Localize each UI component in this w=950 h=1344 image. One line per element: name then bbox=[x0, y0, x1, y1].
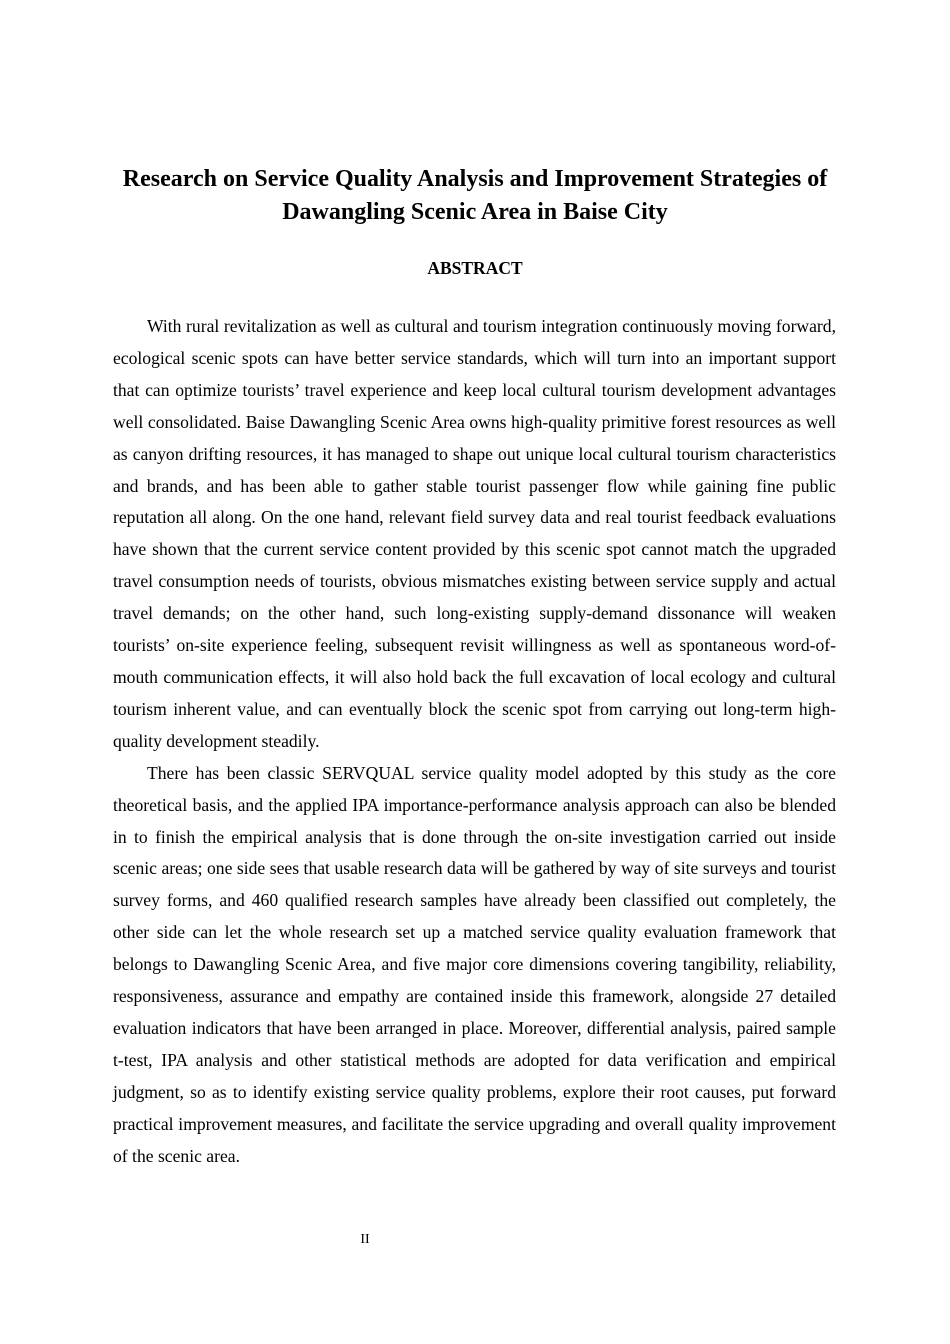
abstract-paragraph: There has been classic SERVQUAL service quality model adopted by this study as the core theoretical basis, and the applied IPA importance-performance analysis approach can also be blended in to finish the empirical analysis that is done through the on-site investigation carried out inside scenic areas; one side sees that usable research data will be gathered by way of site surveys and tourist survey forms, and 460 qualified research samples have already been classified out completely, the other side can let the whole research set up a matched service quality evaluation framework that belongs to Dawangling Scenic Area, and five major core dimensions covering tangibility, reliability, responsiveness, assurance and empathy are contained inside this framework, alongside 27 detailed evaluation indicators that have been arranged in place. Moreover, differential analysis, paired sample t-test, IPA analysis and other statistical methods are adopted for data verification and empirical judgment, so as to identify existing service quality problems, explore their root causes, put forward practical improvement measures, and facilitate the service upgrading and overall quality improvement of the scenic area. bbox=[113, 762, 836, 1166]
document-title: Research on Service Quality Analysis and Improvement Strategies of Dawangling Scenic Area in Baise City bbox=[122, 166, 828, 225]
abstract-body bbox=[113, 311, 836, 1172]
abstract-paragraph: With rural revitalization as well as cultural and tourism integration continuously moving forward, ecological scenic spots can have better service standards, which will turn into an important support that can optimize tourists’ travel experience and keep local cultural tourism development advantages well consolidated. Baise Dawangling Scenic Area owns high-quality primitive forest resources as well as canyon drifting resources, it has managed to shape out unique local cultural tourism characteristics and brands, and has been able to gather stable tourist passenger flow while gaining fine public reputation all along. On the one hand, relevant field survey data and real tourist feedback evaluations have shown that the current service content provided by this scenic spot cannot match the upgraded travel consumption needs of tourists, obvious mismatches existing between service supply and actual travel demands; on the other hand, such long-existing supply-demand dissonance will weaken tourists’ on-site experience feeling, subsequent revisit willingness as well as spontaneous word-of-mouth communication effects, it will also hold back the full excavation of local ecology and cultural tourism inherent value, and can eventually block the scenic spot from carrying out long-term high-quality development steadily. bbox=[113, 316, 836, 751]
abstract-heading: ABSTRACT bbox=[427, 258, 523, 278]
page-number: II bbox=[360, 1232, 370, 1247]
